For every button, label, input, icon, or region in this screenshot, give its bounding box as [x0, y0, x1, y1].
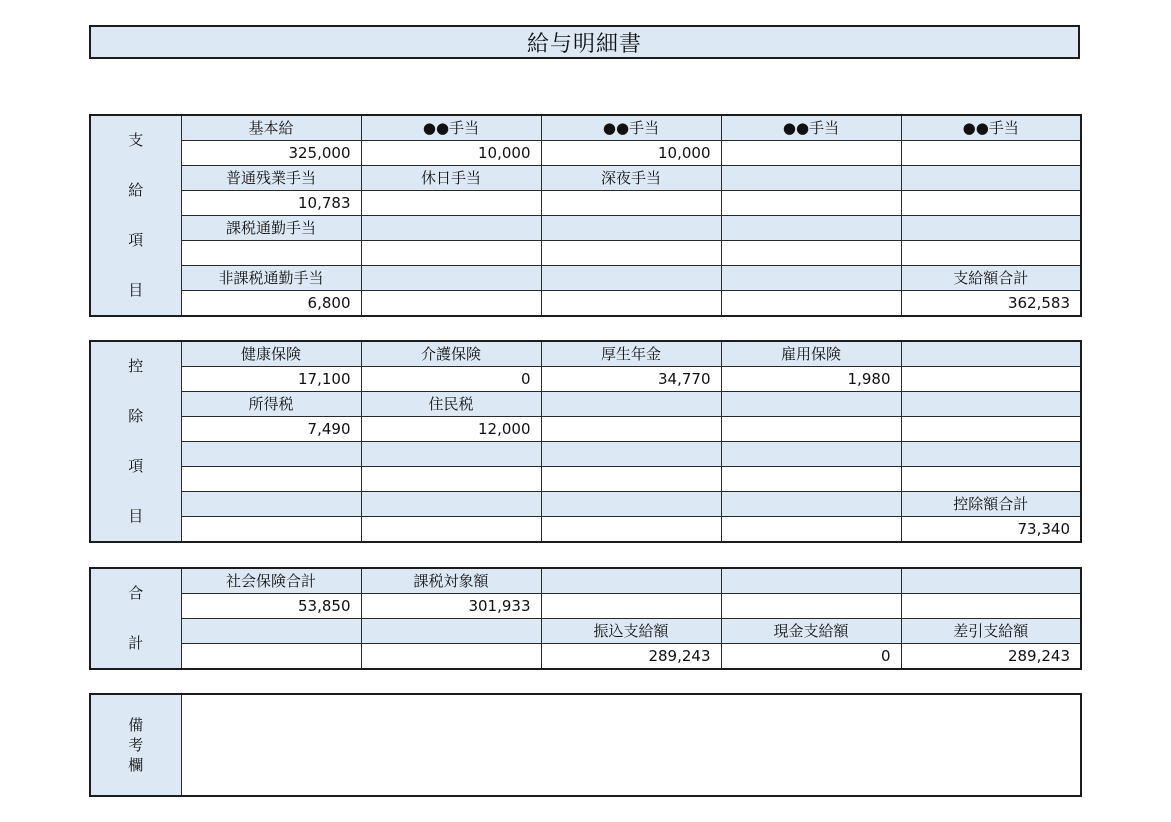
deduction-side-label	[90, 341, 181, 542]
label-taxable-amount: 課税対象額	[361, 568, 541, 594]
value-empty[interactable]	[541, 291, 721, 317]
label-night: 深夜手当	[541, 166, 721, 191]
remarks-side-label	[90, 694, 181, 796]
side-char: 項	[128, 230, 144, 249]
value-nontaxable-commute[interactable]: 6,800	[181, 291, 361, 317]
value-net-payment[interactable]: 289,243	[901, 644, 1081, 670]
label-deduction-total: 控除額合計	[901, 492, 1081, 517]
label-empty	[361, 266, 541, 291]
value-empty[interactable]	[181, 517, 361, 543]
value-empty[interactable]	[361, 517, 541, 543]
value-care-insurance[interactable]: 0	[361, 367, 541, 392]
label-empty	[541, 442, 721, 467]
label-empty	[721, 216, 901, 241]
label-empty	[541, 392, 721, 417]
payment-side-label	[90, 115, 181, 316]
payment-label-row-4	[90, 266, 1081, 291]
side-char: 合	[128, 584, 144, 603]
label-social-insurance-total: 社会保険合計	[181, 568, 361, 594]
remarks-row	[90, 694, 1081, 796]
totals-value-row-1	[90, 594, 1081, 619]
label-transfer-payment: 振込支給額	[541, 619, 721, 644]
value-empty[interactable]	[721, 191, 901, 216]
value-empty[interactable]	[721, 517, 901, 543]
value-deduction-total[interactable]: 73,340	[901, 517, 1081, 543]
deduction-label-row-1	[90, 341, 1081, 367]
deduction-label-row-3	[90, 442, 1081, 467]
totals-label-row-1	[90, 568, 1081, 594]
label-health-insurance: 健康保険	[181, 341, 361, 367]
label-empty	[901, 341, 1081, 367]
label-empty	[361, 619, 541, 644]
value-empty[interactable]	[541, 517, 721, 543]
label-allowance: ●●手当	[721, 115, 901, 141]
label-nontaxable-commute: 非課税通勤手当	[181, 266, 361, 291]
value-empty[interactable]	[181, 644, 361, 670]
side-char: 目	[128, 506, 144, 525]
side-char: 項	[128, 456, 144, 475]
value-empty[interactable]	[361, 291, 541, 317]
side-char: 控	[128, 357, 144, 376]
value-allowance[interactable]	[901, 141, 1081, 166]
value-transfer-payment[interactable]: 289,243	[541, 644, 721, 670]
value-empty[interactable]	[361, 644, 541, 670]
side-char: 考	[128, 735, 144, 754]
value-empty[interactable]	[361, 241, 541, 266]
side-char: 欄	[128, 756, 144, 775]
label-pension: 厚生年金	[541, 341, 721, 367]
label-empty	[181, 619, 361, 644]
value-health-insurance[interactable]: 17,100	[181, 367, 361, 392]
side-char: 計	[128, 633, 144, 652]
label-empty	[361, 216, 541, 241]
value-resident-tax[interactable]: 12,000	[361, 417, 541, 442]
deduction-value-row-4	[90, 517, 1081, 543]
payment-label-row-2	[90, 166, 1081, 191]
side-char: 給	[128, 181, 144, 200]
remarks-table	[89, 693, 1082, 797]
label-empty	[541, 568, 721, 594]
deduction-items-table	[89, 340, 1082, 543]
value-allowance[interactable]	[721, 141, 901, 166]
value-empty[interactable]	[901, 241, 1081, 266]
value-taxable-amount[interactable]: 301,933	[361, 594, 541, 619]
value-income-tax[interactable]: 7,490	[181, 417, 361, 442]
value-night[interactable]	[541, 191, 721, 216]
payment-value-row-4	[90, 291, 1081, 317]
payment-value-row-2	[90, 191, 1081, 216]
totals-label-row-2	[90, 619, 1081, 644]
label-employment-insurance: 雇用保険	[721, 341, 901, 367]
value-empty[interactable]	[901, 594, 1081, 619]
payment-value-row-3	[90, 241, 1081, 266]
deduction-value-row-3	[90, 467, 1081, 492]
label-allowance: ●●手当	[901, 115, 1081, 141]
value-social-insurance-total[interactable]: 53,850	[181, 594, 361, 619]
label-net-payment: 差引支給額	[901, 619, 1081, 644]
side-char: 除	[128, 407, 144, 426]
label-empty	[361, 442, 541, 467]
value-empty[interactable]	[361, 467, 541, 492]
label-holiday: 休日手当	[361, 166, 541, 191]
payment-label-row-1	[90, 115, 1081, 141]
value-empty[interactable]	[541, 417, 721, 442]
value-empty[interactable]	[901, 191, 1081, 216]
label-empty	[901, 216, 1081, 241]
label-allowance: ●●手当	[541, 115, 721, 141]
label-empty	[721, 568, 901, 594]
value-allowance[interactable]: 10,000	[361, 141, 541, 166]
value-empty[interactable]	[721, 241, 901, 266]
label-empty	[721, 392, 901, 417]
value-allowance[interactable]: 10,000	[541, 141, 721, 166]
value-empty[interactable]	[721, 291, 901, 317]
label-empty	[901, 166, 1081, 191]
deduction-label-row-2	[90, 392, 1081, 417]
value-empty[interactable]	[901, 417, 1081, 442]
value-empty[interactable]	[721, 467, 901, 492]
value-taxable-commute[interactable]	[181, 241, 361, 266]
value-empty[interactable]	[721, 417, 901, 442]
side-char: 備	[128, 715, 144, 734]
remarks-content[interactable]	[181, 694, 1081, 796]
label-empty	[721, 492, 901, 517]
value-overtime[interactable]: 10,783	[181, 191, 361, 216]
label-overtime: 普通残業手当	[181, 166, 361, 191]
label-empty	[181, 442, 361, 467]
label-empty	[541, 266, 721, 291]
label-basic-salary: 基本給	[181, 115, 361, 141]
value-empty[interactable]	[181, 467, 361, 492]
label-empty	[721, 266, 901, 291]
payment-items-table	[89, 114, 1082, 317]
value-cash-payment[interactable]: 0	[721, 644, 901, 670]
side-char: 目	[128, 280, 144, 299]
label-allowance: ●●手当	[361, 115, 541, 141]
deduction-value-row-2	[90, 417, 1081, 442]
document-title: 給与明細書	[89, 25, 1080, 59]
value-payment-total[interactable]: 362,583	[901, 291, 1081, 317]
label-empty	[541, 492, 721, 517]
label-payment-total: 支給額合計	[901, 266, 1081, 291]
label-resident-tax: 住民税	[361, 392, 541, 417]
label-income-tax: 所得税	[181, 392, 361, 417]
value-employment-insurance[interactable]: 1,980	[721, 367, 901, 392]
totals-side-label	[90, 568, 181, 669]
totals-table	[89, 567, 1082, 670]
label-empty	[181, 492, 361, 517]
label-empty	[721, 166, 901, 191]
label-care-insurance: 介護保険	[361, 341, 541, 367]
value-holiday[interactable]	[361, 191, 541, 216]
label-cash-payment: 現金支給額	[721, 619, 901, 644]
label-empty	[721, 442, 901, 467]
payment-value-row-1	[90, 141, 1081, 166]
label-empty	[361, 492, 541, 517]
value-empty[interactable]	[901, 367, 1081, 392]
label-empty	[541, 216, 721, 241]
label-taxable-commute: 課税通勤手当	[181, 216, 361, 241]
value-empty[interactable]	[541, 594, 721, 619]
value-empty[interactable]	[721, 594, 901, 619]
value-empty[interactable]	[541, 241, 721, 266]
payment-label-row-3	[90, 216, 1081, 241]
deduction-value-row-1	[90, 367, 1081, 392]
label-empty	[901, 442, 1081, 467]
value-empty[interactable]	[901, 467, 1081, 492]
value-basic-salary[interactable]: 325,000	[181, 141, 361, 166]
value-empty[interactable]	[541, 467, 721, 492]
value-pension[interactable]: 34,770	[541, 367, 721, 392]
label-empty	[901, 568, 1081, 594]
deduction-label-row-4	[90, 492, 1081, 517]
side-char: 支	[128, 131, 144, 150]
label-empty	[901, 392, 1081, 417]
totals-value-row-2	[90, 644, 1081, 670]
